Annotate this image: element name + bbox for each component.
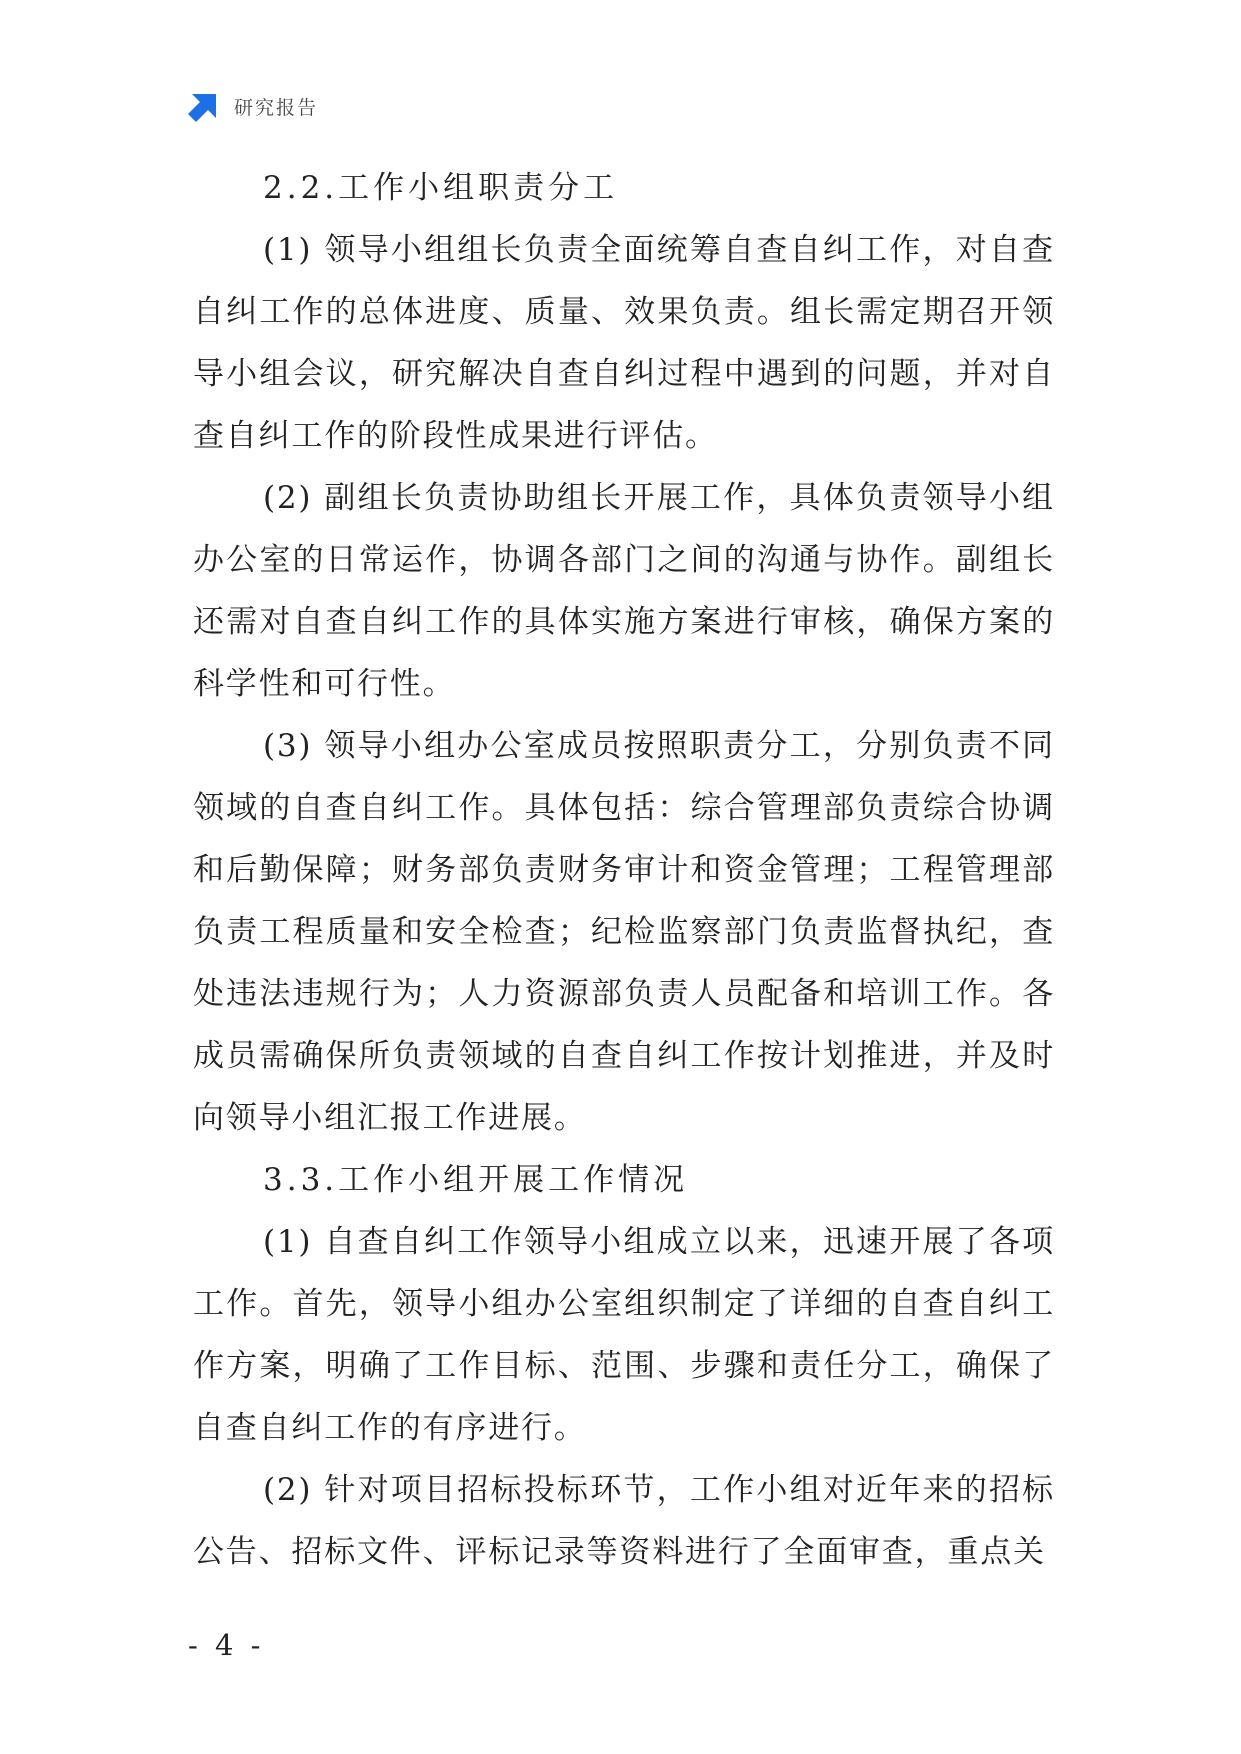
paragraph: (3) 领导小组办公室成员按照职责分工，分别负责不同领域的自查自纠工作。具体包括：综合管理部负责综合协调和后勤保障；财务部负责财务审计和资金管理；工程管理部负责工程质量和安全检查；纪检监察部门负责监督执纪，查处违法违规行为；人力资源部负责人员配备和培训工作。各成员需确保所负责领域的自查自纠工作按计划推进，并及时向领导小组汇报工作进展。 — [193, 728, 1055, 1136]
section-heading: 2.2.工作小组职责分工 — [263, 170, 619, 206]
section-heading: 3.3.工作小组开展工作情况 — [263, 1162, 689, 1198]
paragraph: (2) 副组长负责协助组长开展工作，具体负责领导小组办公室的日常运作，协调各部门之间的沟通与协作。副组长还需对自查自纠工作的具体实施方案进行审核，确保方案的科学性和可行性。 — [193, 480, 1055, 702]
header-title: 研究报告 — [234, 96, 319, 119]
paragraph: (1) 领导小组组长负责全面统筹自查自纠工作，对自查自纠工作的总体进度、质量、效果负责。组长需定期召开领导小组会议，研究解决自查自纠过程中遇到的问题，并对自查自纠工作的阶段性成果进行评估。 — [193, 232, 1055, 454]
document-body — [193, 157, 1055, 1583]
paragraph: (2) 针对项目招标投标环节，工作小组对近年来的招标公告、招标文件、评标记录等资料进行了全面审查，重点关 — [193, 1472, 1055, 1570]
report-header — [188, 88, 318, 124]
arrow-up-right-icon — [188, 90, 220, 122]
paragraph: (1) 自查自纠工作领导小组成立以来，迅速开展了各项工作。首先，领导小组办公室组织制定了详细的自查自纠工作方案，明确了工作目标、范围、步骤和责任分工，确保了自查自纠工作的有序进行。 — [193, 1224, 1055, 1446]
page-number: - 4 - — [188, 1628, 265, 1662]
